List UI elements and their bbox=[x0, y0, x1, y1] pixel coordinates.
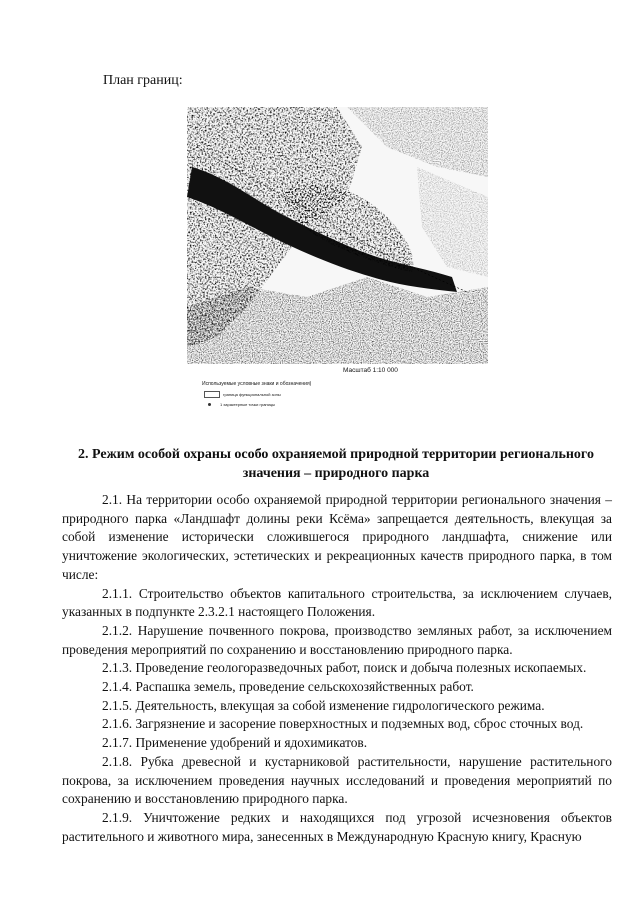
paragraph: 2.1.8. Рубка древесной и кустарниковой растительности, нарушение растительного покрова, за исключением проведения научных исследований и проведения мероприятий по сохранению и восстановлению природного парка. bbox=[62, 753, 612, 807]
legend-item-label: 1 характерные точки границы bbox=[220, 402, 276, 407]
legend-item-label: граница функциональной зоны bbox=[223, 392, 281, 397]
paragraph: 2.1.5. Деятельность, влекущая за собой изменение гидрологического режима. bbox=[102, 697, 545, 713]
paragraph: 2.1.3. Проведение геологоразведочных работ, поиск и добыча полезных ископаемых. bbox=[102, 660, 587, 676]
map-image bbox=[187, 107, 488, 364]
legend-title: Используемые условные знаки и обозначения) bbox=[202, 381, 312, 387]
legend-item-zone-boundary bbox=[204, 391, 281, 398]
paragraph: 2.1.6. Загрязнение и засорение поверхностных и подземных вод, сброс сточных вод. bbox=[102, 716, 584, 732]
zone-boundary-swatch bbox=[204, 391, 220, 398]
paragraph: 2.1.9. Уничтожение редких и находящихся под угрозой исчезновения объектов растительного и животного мира, занесенных в Международную Красную книгу, Красную bbox=[62, 809, 612, 844]
boundary-map bbox=[187, 107, 488, 364]
legend-item-boundary-points bbox=[204, 402, 275, 407]
paragraph: 2.1.1. Строительство объектов капитального строительства, за исключением случаев, указанных в подпункте 2.3.2.1 настоящего Положения. bbox=[62, 585, 612, 620]
paragraph: 2.1.2. Нарушение почвенного покрова, производство земляных работ, за исключением проведения мероприятий по сохранению и восстановлению природного парка. bbox=[62, 622, 612, 657]
map-scale: Масштаб 1:10 000 bbox=[343, 367, 398, 374]
paragraph: 2.1.4. Распашка земель, проведение сельскохозяйственных работ. bbox=[102, 679, 474, 695]
section-body bbox=[62, 491, 612, 846]
plan-label: План границ: bbox=[103, 73, 183, 88]
paragraph: 2.1. На территории особо охраняемой природной территории регионального значения – природного парка «Ландшафт долины реки Ксёма» запрещается деятельность, влекущая за собой изменение исторически сложившегося природного ландшафта, снижение или уничтожение экологических, эстетических и рекреационных качеств природного парка, в том числе: bbox=[62, 492, 612, 582]
boundary-point-icon bbox=[208, 403, 211, 406]
section-heading: 2. Режим особой охраны особо охраняемой природной территории регионального значения – природного парка bbox=[78, 447, 594, 481]
paragraph: 2.1.7. Применение удобрений и ядохимикатов. bbox=[102, 735, 368, 751]
